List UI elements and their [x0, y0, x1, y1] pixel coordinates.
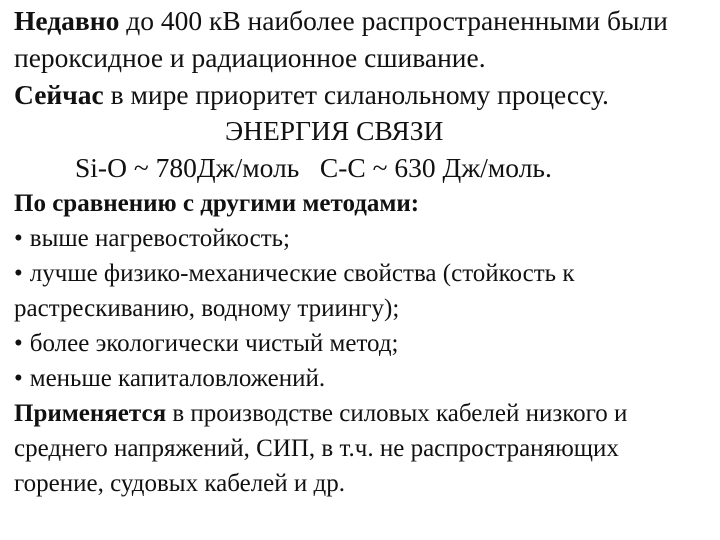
list-item-text: более экологически чистый метод;: [29, 330, 399, 357]
list-item-text: меньше капиталовложений.: [29, 365, 326, 392]
list-item: [14, 221, 714, 256]
energy-values: Si-O ~ 780Дж/моль C-C ~ 630 Дж/моль.: [75, 152, 552, 183]
energy-heading: ЭНЕРГИЯ СВЯЗИ: [225, 115, 444, 146]
application-paragraph: [14, 396, 714, 501]
list-item-text: лучше физико-механические свойства (стойкость к растрескиванию, водному триингу);: [14, 260, 575, 322]
intro-now-bold: Сейчас: [14, 79, 104, 110]
application-lead-bold: Применяется: [14, 400, 167, 427]
bullet: •: [14, 330, 23, 357]
slide-content: [14, 2, 714, 501]
intro-lead-text: до 400 кВ наиболее распространенными были пероксидное и радиационное сшивание.: [14, 5, 668, 73]
advantages-list: [14, 221, 714, 396]
intro-lead-bold: Недавно: [14, 5, 120, 36]
comparison-heading-text: По сравнению с другими методами:: [14, 190, 420, 217]
list-item-text: выше нагревостойкость;: [29, 225, 290, 252]
list-item: [14, 361, 714, 396]
bullet: •: [14, 260, 23, 287]
intro-now-text: в мире приоритет силанольному процессу.: [103, 79, 609, 110]
comparison-heading: [14, 186, 714, 221]
bullet: •: [14, 365, 23, 392]
intro-paragraph: [14, 2, 714, 113]
bullet: •: [14, 225, 23, 252]
list-item: [14, 326, 714, 361]
application-text: в производстве силовых кабелей низкого и среднего напряжений, СИП, в т.ч. не распространяющих горение, судовых кабелей и др.: [14, 400, 628, 497]
list-item: [14, 256, 714, 326]
